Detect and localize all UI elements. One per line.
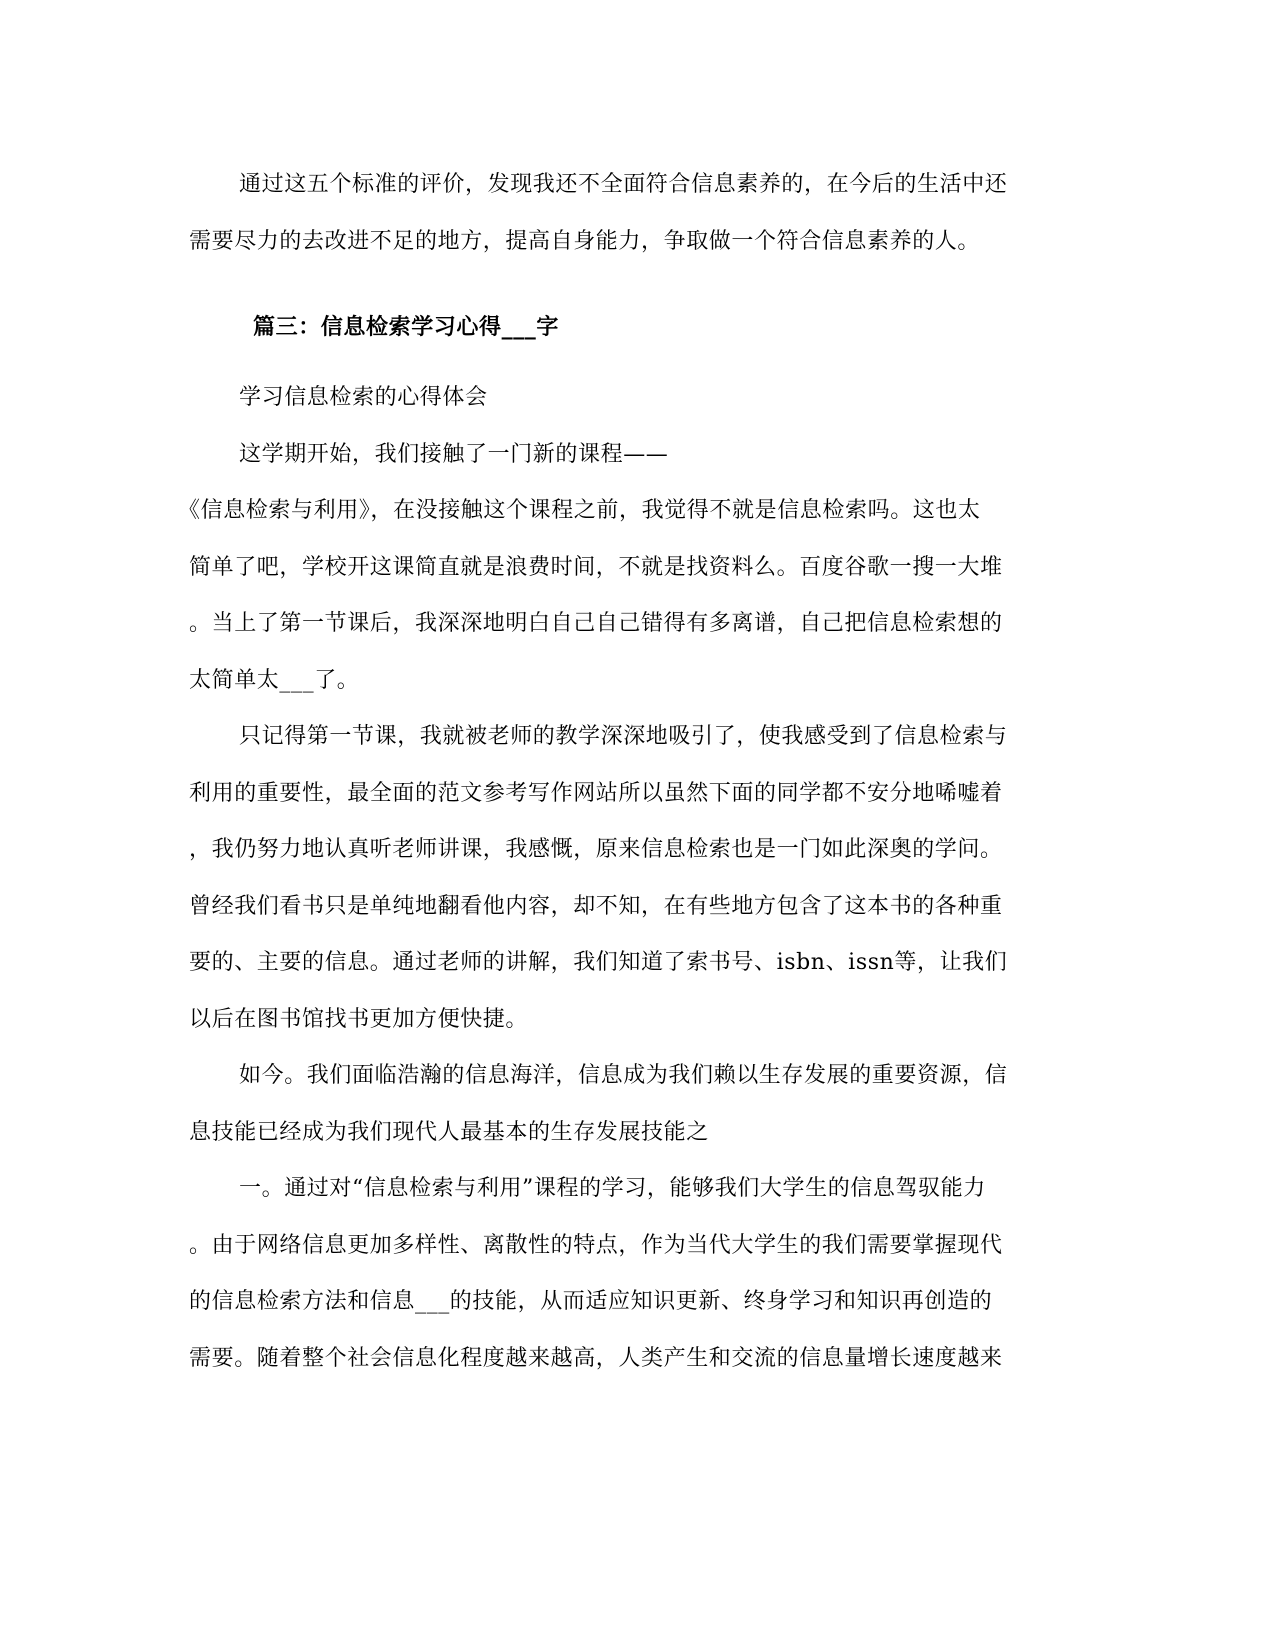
paragraph-1-line-2: 需要尽力的去改进不足的地方，提高自身能力，争取做一个符合信息素养的人。 <box>189 229 981 254</box>
paragraph-5-line-3: 的信息检索方法和信息___的技能，从而适应知识更新、终身学习和知识再创造的 <box>189 1289 993 1314</box>
article-subtitle: 学习信息检索的心得体会 <box>239 385 488 410</box>
paragraph-2-line-2: 《信息检索与利用》，在没接触这个课程之前，我觉得不就是信息检索吗。这也太 <box>178 498 981 523</box>
paragraph-4-line-2: 息技能已经成为我们现代人最基本的生存发展技能之 <box>189 1120 709 1145</box>
section-heading: 篇三：信息检索学习心得___字 <box>253 314 560 340</box>
paragraph-5-line-4: 需要。随着整个社会信息化程度越来越高，人类产生和交流的信息量增长速度越来 <box>189 1346 1003 1371</box>
paragraph-3-line-2: 利用的重要性，最全面的范文参考写作网站所以虽然下面的同学都不安分地唏嘘着 <box>189 781 1003 806</box>
paragraph-1-line-1: 通过这五个标准的评价，发现我还不全面符合信息素养的，在今后的生活中还 <box>239 172 1008 197</box>
paragraph-3-line-6: 以后在图书馆找书更加方便快捷。 <box>189 1007 529 1032</box>
paragraph-3-line-5: 要的、主要的信息。通过老师的讲解，我们知道了索书号、isbn、issn等，让我们 <box>189 950 1008 975</box>
paragraph-2-line-4: 。当上了第一节课后，我深深地明白自己自己错得有多离谱，自己把信息检索想的 <box>189 611 1003 636</box>
paragraph-3-line-1: 只记得第一节课，我就被老师的教学深深地吸引了，使我感受到了信息检索与 <box>239 724 1008 749</box>
paragraph-5-line-1: 一。通过对“信息检索与利用”课程的学习，能够我们大学生的信息驾驭能力 <box>239 1176 986 1201</box>
paragraph-3-line-4: 曾经我们看书只是单纯地翻看他内容，却不知，在有些地方包含了这本书的各种重 <box>189 894 1003 919</box>
paragraph-5-line-2: 。由于网络信息更加多样性、离散性的特点，作为当代大学生的我们需要掌握现代 <box>189 1233 1003 1258</box>
paragraph-4-line-1: 如今。我们面临浩瀚的信息海洋，信息成为我们赖以生存发展的重要资源，信 <box>239 1063 1008 1088</box>
paragraph-2-line-3: 简单了吧，学校开这课简直就是浪费时间，不就是找资料么。百度谷歌一搜一大堆 <box>189 555 1003 580</box>
paragraph-2-line-1: 这学期开始，我们接触了一门新的课程—— <box>239 442 669 467</box>
paragraph-2-line-5: 太简单太___了。 <box>189 668 360 693</box>
paragraph-3-line-3: ，我仍努力地认真听老师讲课，我感慨，原来信息检索也是一门如此深奥的学问。 <box>189 837 1003 862</box>
